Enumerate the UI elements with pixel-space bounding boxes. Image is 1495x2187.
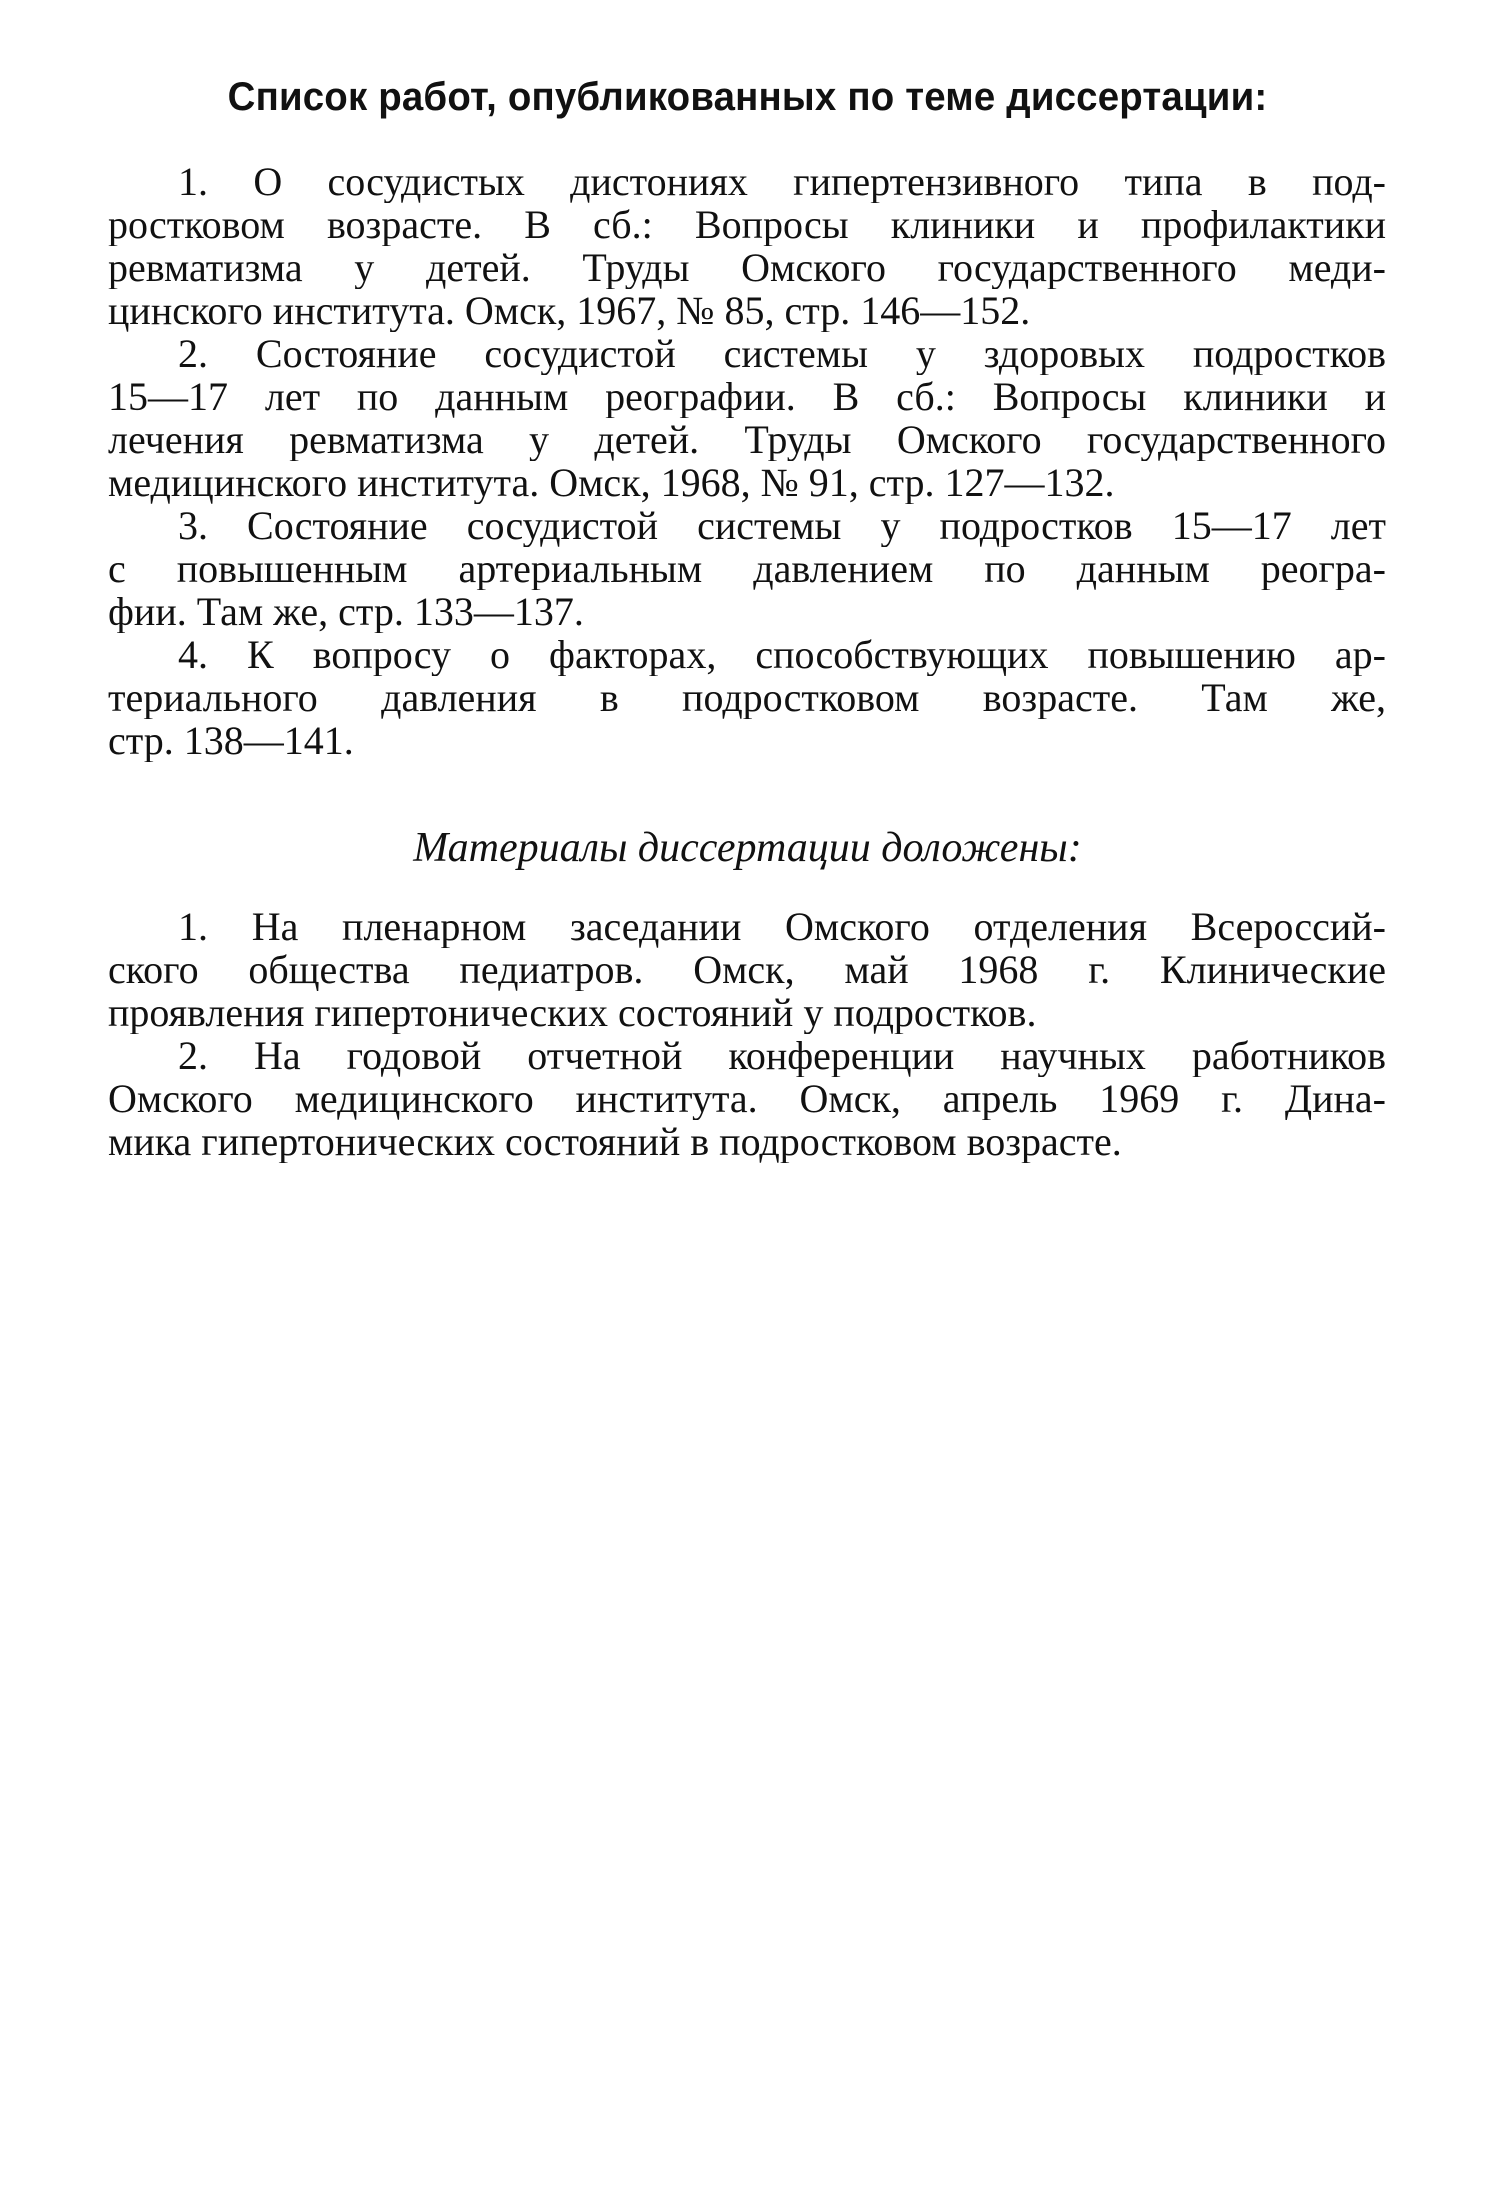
publication-4-line-2: териального давления в подростковом возрасте. Там же, bbox=[108, 676, 1386, 719]
publication-1-line-1: 1. О сосудистых дистониях гипертензивного типа в под- bbox=[178, 160, 1386, 203]
publications-list bbox=[108, 160, 1386, 762]
publication-entry-2 bbox=[108, 332, 1386, 504]
publication-2-line-3: лечения ревматизма у детей. Труды Омского государственного bbox=[108, 418, 1386, 461]
presentation-1-line-1: 1. На пленарном заседании Омского отделения Всероссий- bbox=[178, 905, 1386, 948]
publication-1-line-3: ревматизма у детей. Труды Омского государственного меди- bbox=[108, 246, 1386, 289]
presentation-entry-2 bbox=[108, 1034, 1386, 1163]
presentation-1-line-2: ского общества педиатров. Омск, май 1968 г. Клинические bbox=[108, 948, 1386, 991]
publication-1-line-4: цинского института. Омск, 1967, № 85, стр. 146—152. bbox=[108, 289, 1031, 332]
publication-2-line-4: медицинского института. Омск, 1968, № 91, стр. 127—132. bbox=[108, 461, 1115, 504]
publication-3-line-3: фии. Там же, стр. 133—137. bbox=[108, 590, 584, 633]
publication-4-line-1: 4. К вопросу о факторах, способствующих повышению ар- bbox=[178, 633, 1386, 676]
presentation-2-line-3: мика гипертонических состояний в подростковом возрасте. bbox=[108, 1120, 1122, 1163]
publication-2-line-1: 2. Состояние сосудистой системы у здоровых подростков bbox=[178, 332, 1386, 375]
presentations-heading: Материалы диссертации доложены: bbox=[413, 825, 1082, 871]
publication-entry-3 bbox=[108, 504, 1386, 633]
publication-entry-1 bbox=[108, 160, 1386, 332]
presentation-entry-1 bbox=[108, 905, 1386, 1034]
publication-4-line-3: стр. 138—141. bbox=[108, 719, 354, 762]
presentations-list bbox=[108, 905, 1386, 1163]
publication-1-line-2: ростковом возрасте. В сб.: Вопросы клиники и профилактики bbox=[108, 203, 1386, 246]
publication-3-line-2: с повышенным артериальным давлением по данным реогра- bbox=[108, 547, 1386, 590]
publication-2-line-2: 15—17 лет по данным реографии. В сб.: Вопросы клиники и bbox=[108, 375, 1386, 418]
publication-3-line-1: 3. Состояние сосудистой системы у подростков 15—17 лет bbox=[178, 504, 1386, 547]
presentation-2-line-1: 2. На годовой отчетной конференции научных работников bbox=[178, 1034, 1386, 1077]
presentation-1-line-3: проявления гипертонических состояний у подростков. bbox=[108, 991, 1037, 1034]
publications-heading: Список работ, опубликованных по теме диссертации: bbox=[227, 75, 1268, 119]
presentation-2-line-2: Омского медицинского института. Омск, апрель 1969 г. Дина- bbox=[108, 1077, 1386, 1120]
publication-entry-4 bbox=[108, 633, 1386, 762]
